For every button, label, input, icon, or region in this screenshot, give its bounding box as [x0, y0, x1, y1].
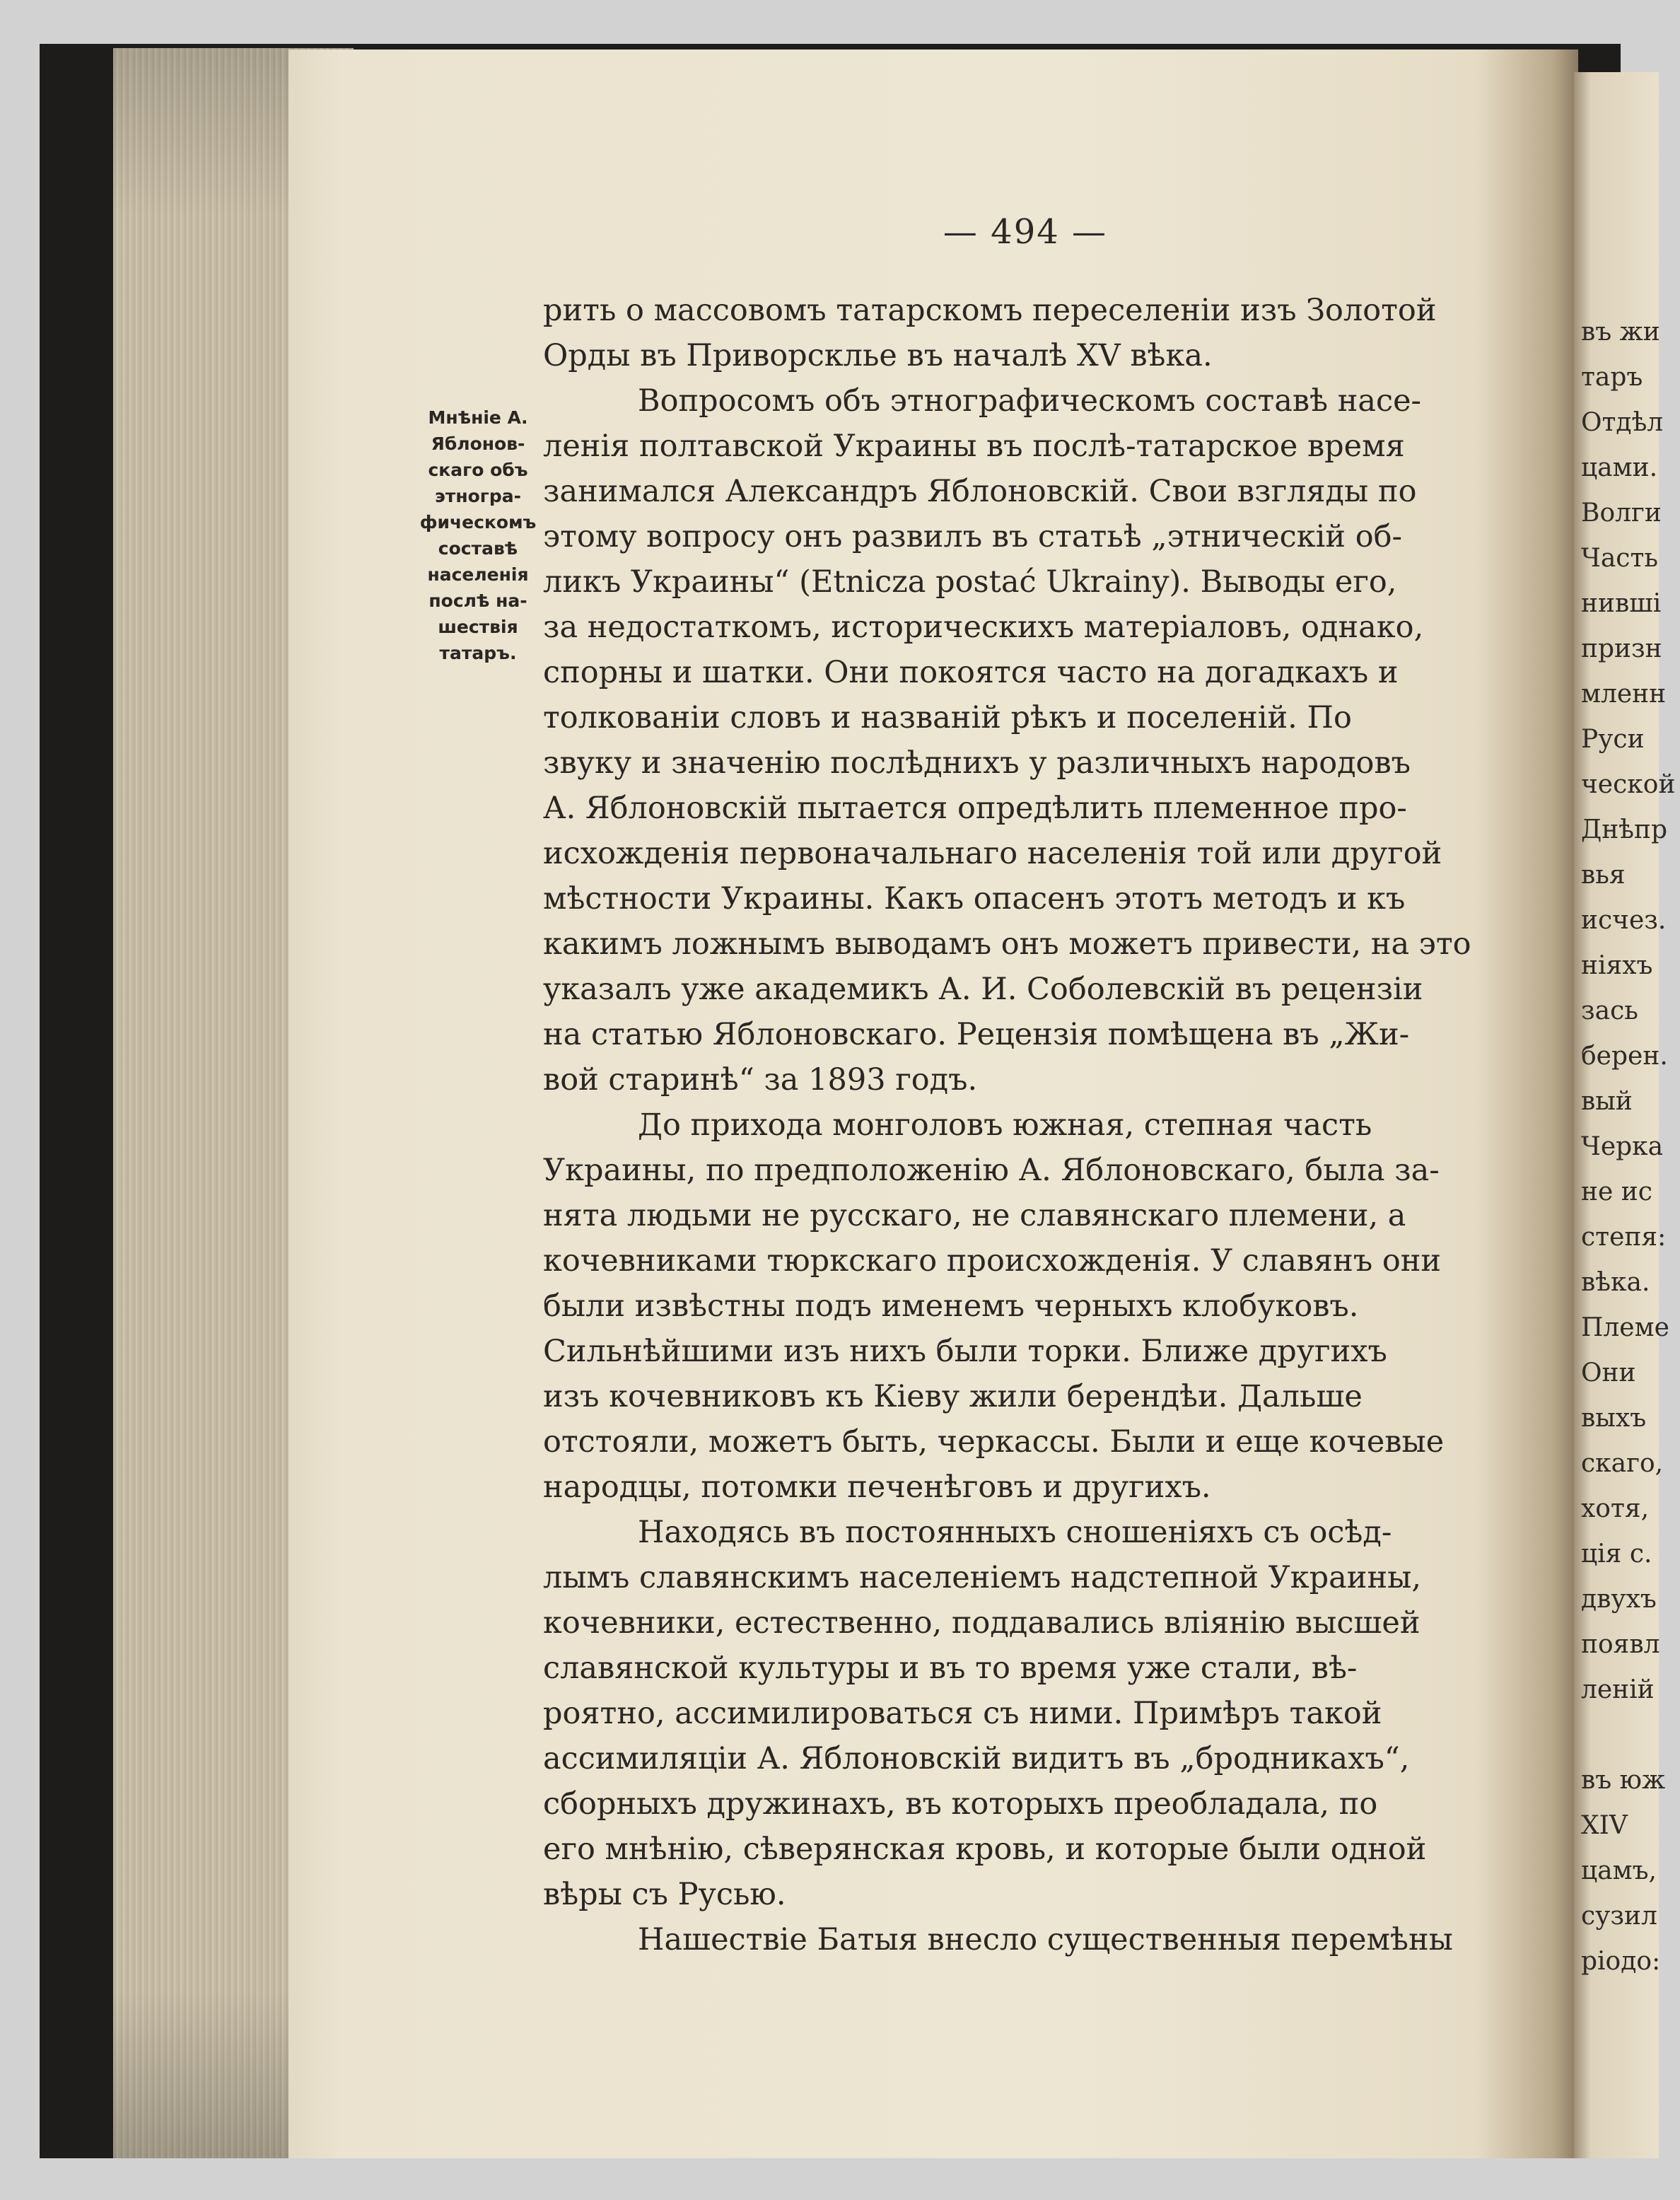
text-line: изъ кочевниковъ къ Кіеву жили берендѣи. Дальше [543, 1379, 1363, 1414]
text-line: нята людьми не русскаго, не славянскаго племени, а [543, 1198, 1406, 1233]
text-line: на статью Яблоновскаго. Рецензія помѣщена въ „Жи- [543, 1017, 1410, 1052]
right-page-line: Черка [1581, 1132, 1664, 1161]
margin-note-line: послѣ на- [428, 590, 527, 611]
right-page-line: XIV [1581, 1811, 1628, 1840]
page-number: — 494 — [943, 212, 1108, 252]
right-page-line: Руси [1581, 725, 1645, 754]
text-line: были извѣстны подъ именемъ черныхъ клобуковъ. [543, 1288, 1359, 1324]
margin-note-line: фическомъ [419, 512, 537, 532]
text-line: рить о массовомъ татарскомъ переселеніи изъ Золотой [543, 293, 1437, 328]
right-page-line: въ жи [1581, 318, 1660, 347]
text-line: А. Яблоновскій пытается опредѣлить племенное про- [543, 791, 1407, 826]
margin-note-line: скаго объ [428, 460, 528, 480]
right-page-line: сузил [1581, 1902, 1657, 1931]
margin-note [407, 405, 549, 666]
right-page-line: ніяхъ [1581, 951, 1653, 980]
margin-note-line: шествія [438, 617, 518, 637]
right-page-line: ческой [1581, 770, 1676, 799]
right-page-line: появл [1581, 1630, 1660, 1659]
right-page-line: не ис [1581, 1177, 1652, 1206]
right-page-line: Отдѣл [1581, 408, 1664, 437]
text-line: Находясь въ постоянныхъ сношеніяхъ съ осѣд- [638, 1515, 1392, 1550]
text-line: вой старинѣ“ за 1893 годъ. [543, 1062, 978, 1098]
text-line: кочевники, естественно, поддавались вліянію высшей [543, 1605, 1421, 1641]
text-line: мѣстности Украины. Какъ опасенъ этотъ методъ и къ [543, 881, 1406, 916]
right-page-line: выхъ [1581, 1404, 1647, 1433]
margin-note-line: населенія [427, 564, 529, 585]
text-line: сборныхъ дружинахъ, въ которыхъ преобладала, по [543, 1786, 1378, 1822]
right-page-line: призн [1581, 634, 1662, 663]
text-line: его мнѣнію, сѣверянская кровь, и которые были одной [543, 1832, 1427, 1867]
text-line: указалъ уже академикъ А. И. Соболевскій въ рецензіи [543, 972, 1423, 1007]
text-line: Орды въ Приворсклье въ началѣ XV вѣка. [543, 338, 1213, 373]
right-page-line: вый [1581, 1087, 1633, 1116]
right-page-line: нивші [1581, 589, 1662, 618]
text-line: Украины, по предположенію А. Яблоновскаго, была за- [543, 1153, 1440, 1188]
text-line: ассимиляціи А. Яблоновскій видитъ въ „бродникахъ“, [543, 1741, 1410, 1776]
text-line: лымъ славянскимъ населеніемъ надстепной Украины, [543, 1560, 1422, 1595]
right-page-line: зась [1581, 996, 1638, 1025]
right-page-line: цами. [1581, 453, 1658, 482]
text-line: ленія полтавской Украины въ послѣ-татарское время [543, 429, 1405, 464]
right-page-line: степя: [1581, 1223, 1667, 1252]
right-page-fragment [1574, 72, 1676, 2158]
text-line: До прихода монголовъ южная, степная часть [638, 1107, 1372, 1143]
text-line: занимался Александръ Яблоновскій. Свои взгляды по [543, 474, 1417, 509]
right-page-line: Волги [1581, 499, 1662, 528]
text-line: какимъ ложнымъ выводамъ онъ можетъ привести, на это [543, 926, 1471, 962]
right-page-line: ріодо: [1581, 1947, 1661, 1976]
text-line: Сильнѣйшими изъ нихъ были торки. Ближе другихъ [543, 1334, 1387, 1369]
right-page-line: Они [1581, 1358, 1636, 1387]
right-page-line: исчез. [1581, 906, 1667, 935]
right-page-line: скаго, [1581, 1449, 1664, 1478]
text-line: Вопросомъ объ этнографическомъ составѣ насе- [638, 383, 1422, 419]
right-page-line: Племе [1581, 1313, 1669, 1342]
text-line: исхожденія первоначальнаго населенія той или другой [543, 836, 1442, 871]
right-page-line: Днѣпр [1581, 815, 1668, 844]
text-line: Нашествіе Батыя внесло существенныя перемѣны [638, 1922, 1453, 1957]
right-page-line: вья [1581, 861, 1626, 890]
text-line: за недостаткомъ, историческихъ матеріаловъ, однако, [543, 610, 1424, 645]
margin-note-line: составѣ [438, 538, 518, 559]
text-line: толкованіи словъ и названій рѣкъ и поселеній. По [543, 700, 1352, 735]
margin-note-line: этногра- [435, 486, 521, 506]
text-line: спорны и шатки. Они покоятся часто на догадкахъ и [543, 655, 1399, 690]
text-line: ликъ Украины“ (Etnicza postać Ukrainy). Выводы его, [543, 564, 1397, 600]
text-line: этому вопросу онъ развилъ въ статьѣ „этническій об- [543, 519, 1403, 554]
right-page-line: леній [1581, 1675, 1655, 1704]
right-page-line: берен. [1581, 1042, 1668, 1071]
right-page-line: ція с. [1581, 1540, 1652, 1568]
text-line: отстояли, можетъ быть, черкассы. Были и еще кочевые [543, 1424, 1445, 1460]
margin-note-line: Мнѣніе А. [428, 407, 528, 428]
text-line: славянской культуры и въ то время уже стали, вѣ- [543, 1651, 1358, 1686]
right-page-line: двухъ [1581, 1585, 1657, 1614]
text-line: звуку и значенію послѣднихъ у различныхъ народовъ [543, 745, 1411, 781]
right-page-line: вѣка. [1581, 1268, 1650, 1297]
text-line: вѣры съ Русью. [543, 1877, 786, 1912]
text-line: народцы, потомки печенѣговъ и другихъ. [543, 1469, 1211, 1505]
right-page-line: мленн [1581, 680, 1667, 709]
text-line: роятно, ассимилироваться съ ними. Примѣръ такой [543, 1696, 1382, 1731]
right-page-line: Часть [1581, 544, 1658, 573]
text-line: кочевниками тюркскаго происхожденія. У славянъ они [543, 1243, 1442, 1279]
right-page-line: цамъ, [1581, 1856, 1657, 1885]
right-page-line: хотя, [1581, 1494, 1650, 1523]
margin-note-line: татаръ. [439, 643, 517, 663]
right-page-line: таръ [1581, 363, 1643, 392]
right-page-line: въ юж [1581, 1766, 1666, 1795]
margin-note-line: Яблонов- [431, 433, 525, 454]
